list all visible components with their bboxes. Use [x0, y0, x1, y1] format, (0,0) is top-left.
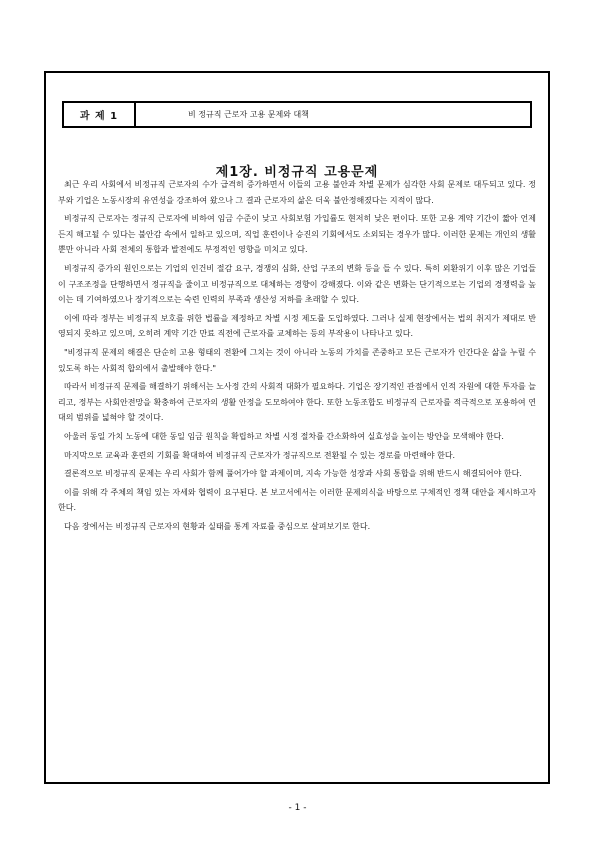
paragraph: 비정규직 근로자는 정규직 근로자에 비하여 임금 수준이 낮고 사회보험 가입률도 현저히 낮은 편이다. 또한 고용 계약 기간이 짧아 언제든지 해고될 수 있다는 불안감 속에서 일하고 있으며, 직업 훈련이나 승진의 기회에서도 소외되는 경우가 많다. 이러한 문제는 개인의 생활뿐만 아니라 사회 전체의 통합과 발전에도 부정적인 영향을 미치고 있다. — [58, 214, 536, 255]
assignment-tag: 과 제 1 — [64, 103, 136, 126]
quote-paragraph: "비정규직 문제의 해결은 단순히 고용 형태의 전환에 그치는 것이 아니라 노동의 가치를 존중하고 모든 근로자가 인간다운 삶을 누릴 수 있도록 하는 사회적 합의에서 출발해야 한다." — [58, 347, 536, 373]
assignment-subject: 비 정규직 근로자 고용 문제와 대책 — [188, 110, 309, 119]
paragraph: 이를 위해 각 주체의 책임 있는 자세와 협력이 요구된다. 본 보고서에서는 이러한 문제의식을 바탕으로 구체적인 정책 대안을 제시하고자 한다. — [58, 487, 536, 513]
assignment-header — [62, 101, 532, 128]
paragraph: 결론적으로 비정규직 문제는 우리 사회가 함께 풀어가야 할 과제이며, 지속 가능한 성장과 사회 통합을 위해 반드시 해결되어야 한다. — [64, 469, 522, 479]
paragraph: 비정규직 증가의 원인으로는 기업의 인건비 절감 요구, 경쟁의 심화, 산업 구조의 변화 등을 들 수 있다. 특히 외환위기 이후 많은 기업들이 구조조정을 단행하면서 정규직을 줄이고 비정규직으로 대체하는 경향이 강해졌다. 이와 같은 변화는 단기적으로는 기업의 경쟁력을 높이는 데 기여하였으나 장기적으로는 숙련 인력의 부족과 생산성 저하를 초래할 수 있다. — [58, 263, 536, 305]
paragraph: 최근 우리 사회에서 비정규직 근로자의 수가 급격히 증가하면서 이들의 고용 불안과 차별 문제가 심각한 사회 문제로 대두되고 있다. 정부와 기업은 노동시장의 유연성을 강조하여 왔으나 그 결과 근로자의 삶은 더욱 불안정해졌다는 지적이 많다. — [58, 180, 536, 205]
paragraph: 다음 장에서는 비정규직 근로자의 현황과 실태를 통계 자료를 중심으로 살펴보기로 한다. — [64, 521, 371, 531]
paragraph: 마지막으로 교육과 훈련의 기회를 확대하여 비정규직 근로자가 정규직으로 전환될 수 있는 경로를 마련해야 한다. — [64, 450, 456, 460]
document-body — [58, 177, 536, 537]
paragraph: 아울러 동일 가치 노동에 대한 동일 임금 원칙을 확립하고 차별 시정 절차를 간소화하여 실효성을 높이는 방안을 모색해야 한다. — [64, 431, 504, 441]
page-number: - 1 - — [288, 803, 307, 813]
page-frame — [44, 71, 550, 784]
document-title: 제1장. 비정규직 고용문제 — [215, 165, 379, 180]
paragraph: 이에 따라 정부는 비정규직 보호를 위한 법률을 제정하고 차별 시정 제도를 도입하였다. 그러나 실제 현장에서는 법의 취지가 제대로 반영되지 못하고 있으며, 오히려 계약 기간 만료 직전에 근로자를 교체하는 등의 부작용이 나타나고 있다. — [58, 313, 536, 339]
paragraph: 따라서 비정규직 문제를 해결하기 위해서는 노사정 간의 사회적 대화가 필요하다. 기업은 장기적인 관점에서 인적 자원에 대한 투자를 늘리고, 정부는 사회안전망을 확충하여 근로자의 생활 안정을 도모하여야 한다. 또한 노동조합도 비정규직 근로자를 적극적으로 포용하여 연대의 범위를 넓혀야 할 것이다. — [58, 382, 536, 423]
